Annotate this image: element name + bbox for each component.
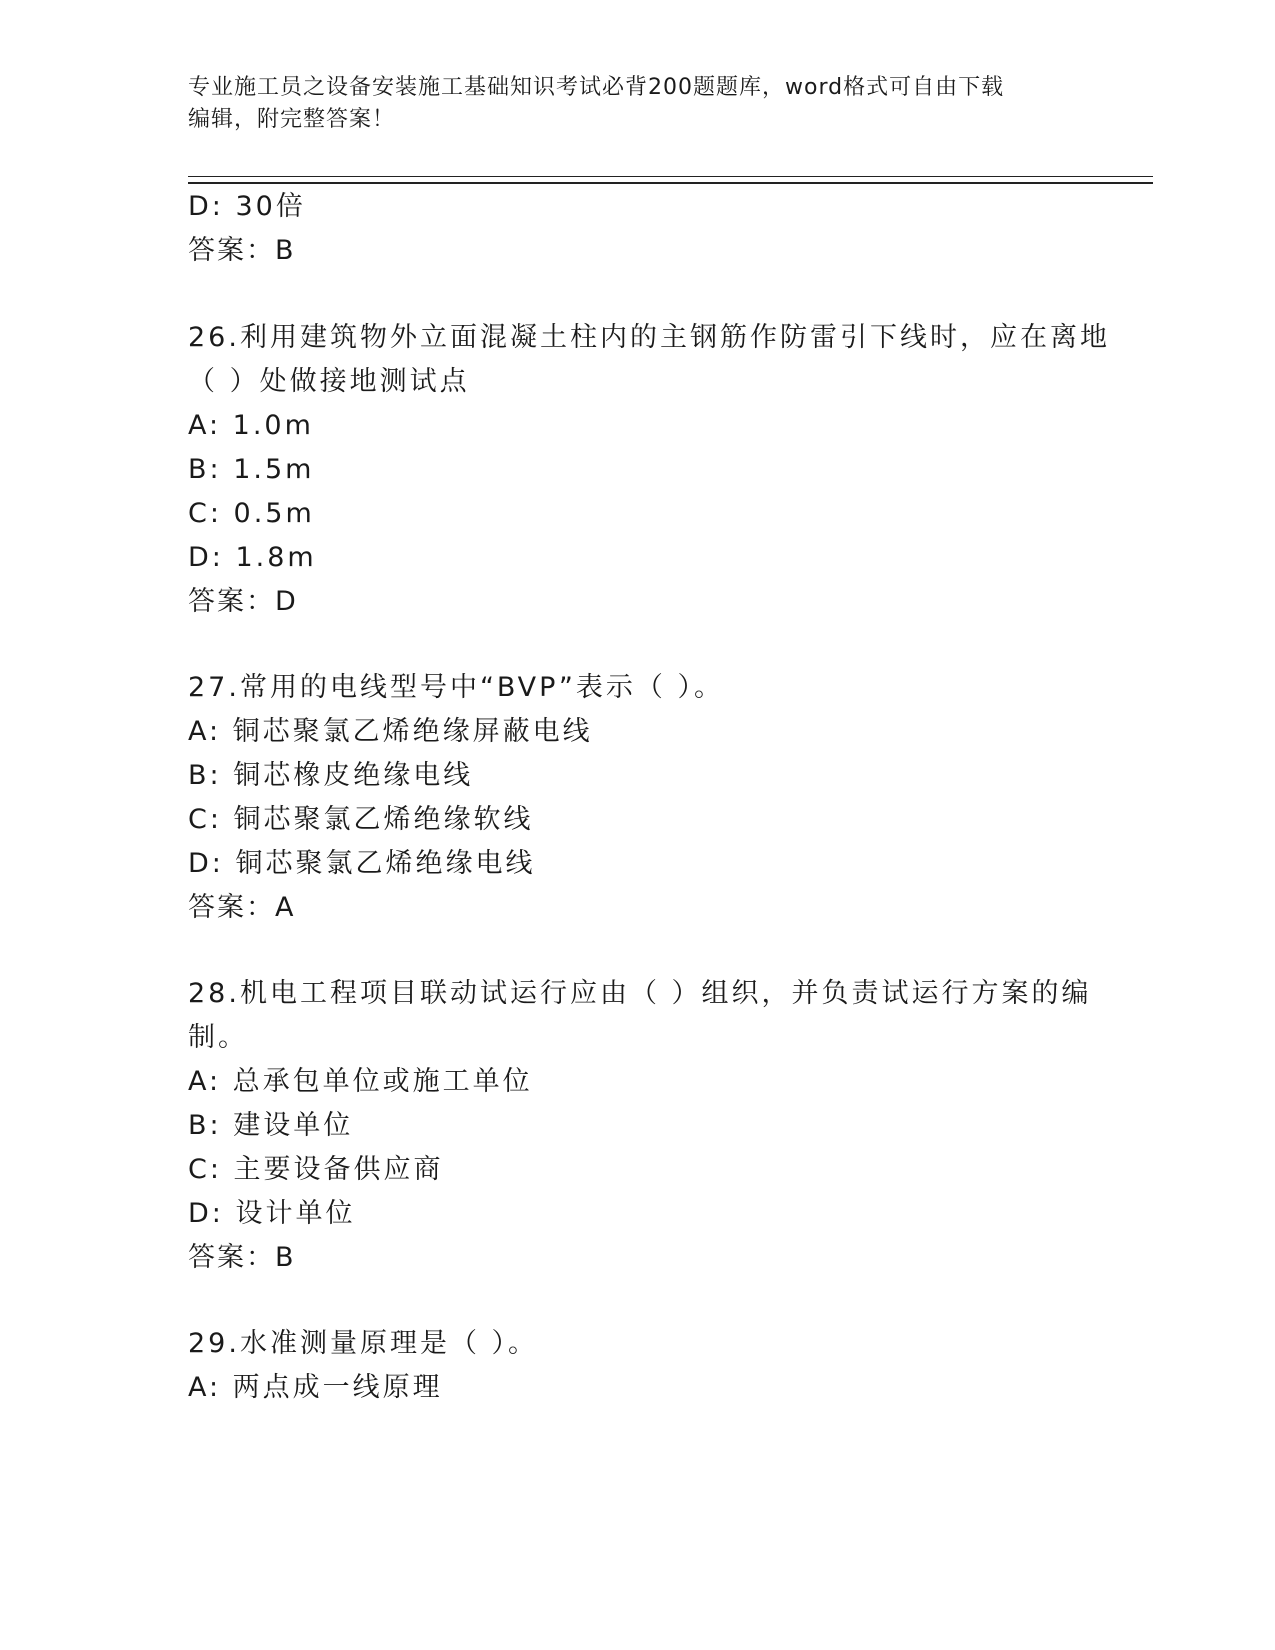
question-28-option-a: A: 总承包单位或施工单位 (188, 1066, 533, 1097)
question-27-option-a: A: 铜芯聚氯乙烯绝缘屏蔽电线 (188, 716, 593, 747)
header-title-line1: 专业施工员之设备安装施工基础知识考试必背200题题库，word格式可自由下载 (188, 75, 1005, 100)
question-26-stem: 26.利用建筑物外立面混凝土柱内的主钢筋作防雷引下线时，应在离地 (188, 322, 1110, 353)
question-28-answer: 答案：B (188, 1242, 296, 1273)
question-29-stem: 29.水准测量原理是（ ）。 (188, 1328, 539, 1359)
option-d: D: 30倍 (188, 191, 306, 222)
question-29-option-a: A: 两点成一线原理 (188, 1372, 443, 1403)
question-28-option-c: C: 主要设备供应商 (188, 1154, 444, 1185)
question-28-option-d: D: 设计单位 (188, 1198, 356, 1229)
question-28-option-b: B: 建设单位 (188, 1110, 354, 1141)
question-26-option-d: D: 1.8m (188, 542, 317, 573)
question-27-answer: 答案：A (188, 892, 296, 923)
document-header (188, 72, 1088, 136)
answer-label: 答案：B (188, 235, 296, 266)
question-26-answer: 答案：D (188, 586, 298, 617)
question-26-option-b: B: 1.5m (188, 454, 315, 485)
question-26-option-c: C: 0.5m (188, 498, 315, 529)
question-26-stem-cont: （ ）处做接地测试点 (188, 366, 470, 397)
question-28-stem-cont: 制。 (188, 1022, 248, 1053)
header-divider-thick (188, 182, 1153, 184)
question-27-stem: 27.常用的电线型号中“BVP”表示（ ）。 (188, 672, 724, 703)
question-28-stem: 28.机电工程项目联动试运行应由（ ）组织，并负责试运行方案的编 (188, 978, 1092, 1009)
question-27-option-c: C: 铜芯聚氯乙烯绝缘软线 (188, 804, 534, 835)
header-title-line2: 编辑，附完整答案！ (188, 107, 396, 132)
question-27-option-b: B: 铜芯橡皮绝缘电线 (188, 760, 474, 791)
question-27-option-d: D: 铜芯聚氯乙烯绝缘电线 (188, 848, 536, 879)
header-divider-thin (188, 176, 1153, 177)
question-26-option-a: A: 1.0m (188, 410, 314, 441)
